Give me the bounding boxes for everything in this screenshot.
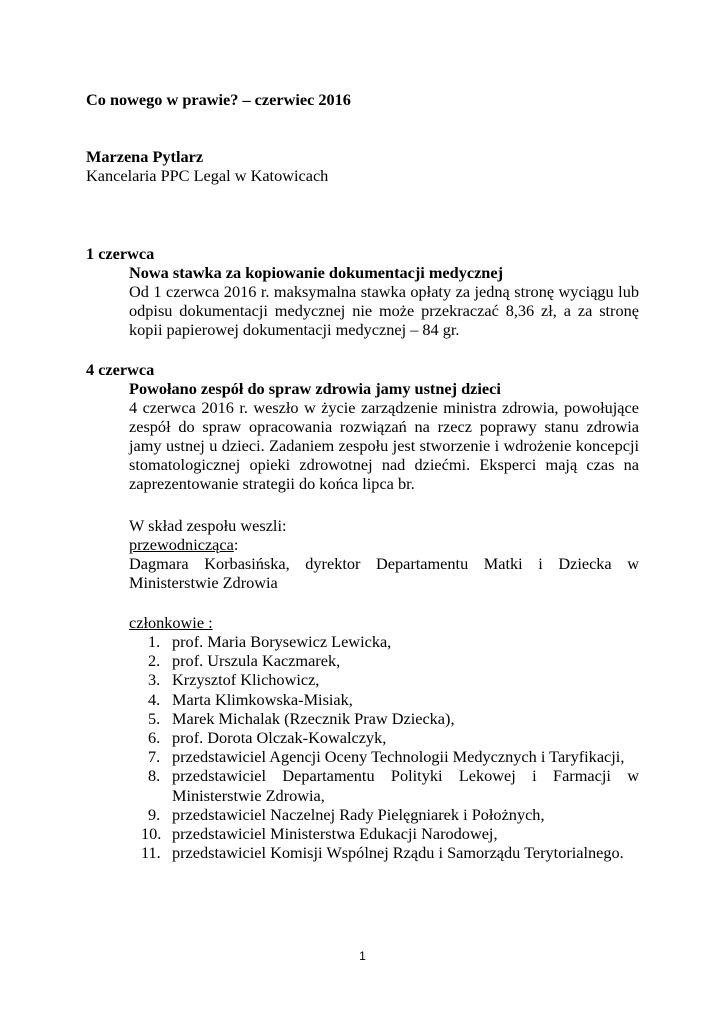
list-item — [129, 843, 639, 862]
list-item-text: prof. Maria Borysewicz Lewicka, — [172, 632, 392, 651]
list-item-text: przedstawiciel Agencji Oceny Technologii Medycznych i Taryfikacji, — [172, 747, 625, 767]
list-item — [129, 747, 639, 766]
composition-intro: W skład zespołu weszli: — [129, 516, 287, 535]
list-item — [129, 766, 639, 804]
list-item-text: prof. Dorota Olczak-Kowalczyk, — [172, 728, 387, 748]
members-list — [129, 632, 639, 862]
list-item-number: 6. — [148, 728, 161, 748]
list-item-number: 5. — [148, 708, 161, 728]
list-item — [129, 728, 639, 747]
document-title: Co nowego w prawie? – czerwiec 2016 — [86, 90, 351, 109]
list-item-number: 9. — [148, 804, 161, 824]
members-label-text: członkowie : — [129, 613, 213, 632]
list-item-text: przedstawiciel Ministerstwa Edukacji Narodowej, — [172, 824, 498, 844]
list-item-text: Marta Klimkowska-Misiak, — [172, 689, 353, 709]
author-firm: Kancelaria PPC Legal w Katowicach — [86, 166, 329, 185]
members-label — [129, 613, 639, 632]
list-item — [129, 690, 639, 709]
list-item — [129, 805, 639, 824]
chair-label: przewodnicząca — [129, 535, 234, 554]
list-item — [129, 670, 639, 689]
section-date: 4 czerwca — [86, 360, 155, 379]
chair-colon: : — [233, 535, 239, 554]
list-item — [129, 824, 639, 843]
section-paragraph: 4 czerwca 2016 r. weszło w życie zarządzenie ministra zdrowia, powołujące zespół do spraw opracowania rozwiązań na rzecz poprawy stanu zdrowia jamy ustnej u dzieci. Zadaniem zespołu jest stworzenie i wdrożenie koncepcji stomatologicznej opieki zdrowotnej nad dziećmi. Eksperci mają czas na zaprezentowanie strategii do końca lipca br. — [129, 398, 639, 493]
list-item-text: przedstawiciel Departamentu Polityki Lekowej i Farmacji w Ministerstwie Zdrowia, — [172, 766, 639, 805]
list-item-number: 4. — [148, 689, 161, 709]
author-name: Marzena Pytlarz — [86, 147, 204, 166]
list-item-number: 10. — [141, 824, 162, 844]
list-item-text: prof. Urszula Kaczmarek, — [172, 651, 341, 671]
section-heading: Powołano zespół do spraw zdrowia jamy ustnej dzieci — [129, 379, 501, 398]
chair-text: Dagmara Korbasińska, dyrektor Departamentu Matki i Dziecka w Ministerstwie Zdrowia — [129, 554, 639, 592]
list-item — [129, 632, 639, 651]
list-item-text: Krzysztof Klichowicz, — [172, 670, 320, 690]
list-item-text: przedstawiciel Komisji Wspólnej Rządu i Samorządu Terytorialnego. — [172, 843, 624, 863]
list-item-text: Marek Michalak (Rzecznik Praw Dziecka), — [172, 708, 455, 728]
chair-label-line — [129, 535, 639, 554]
list-item-number: 1. — [148, 632, 161, 651]
list-item-text: przedstawiciel Naczelnej Rady Pielęgniarek i Położnych, — [172, 804, 545, 824]
section-heading: Nowa stawka za kopiowanie dokumentacji medycznej — [129, 263, 504, 282]
section-date: 1 czerwca — [86, 244, 155, 263]
list-item-number: 3. — [148, 670, 161, 690]
list-item-number: 7. — [148, 747, 161, 767]
page-number: 1 — [359, 949, 366, 963]
list-item-number: 2. — [148, 651, 161, 671]
list-item-number: 11. — [141, 843, 161, 863]
list-item — [129, 651, 639, 670]
list-item-number: 8. — [148, 766, 161, 786]
list-item — [129, 709, 639, 728]
section-paragraph: Od 1 czerwca 2016 r. maksymalna stawka opłaty za jedną stronę wyciągu lub odpisu dokumentacji medycznej nie może przekraczać 8,36 zł, a za stronę kopii papierowej dokumentacji medycznej – 84 gr. — [129, 282, 639, 339]
